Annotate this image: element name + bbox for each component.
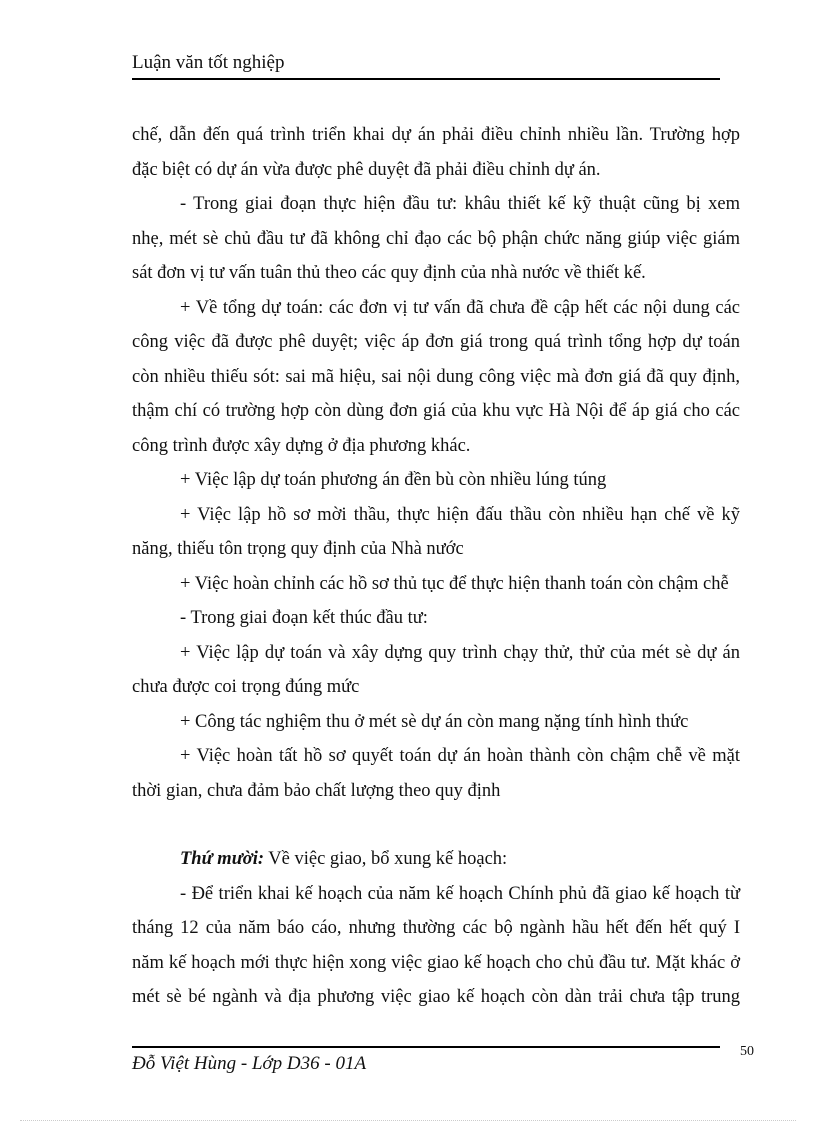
text-line: + Việc lập hồ sơ mời thầu, thực hiện đấu thầu còn nhiều hạn chế về kỹ <box>180 504 740 525</box>
text-line: + Về tổng dự toán: các đơn vị tư vấn đã chưa đề cập hết các nội dung các <box>180 297 740 318</box>
section-heading-rest: Về việc giao, bổ xung kế hoạch: <box>264 849 508 869</box>
page-footer <box>132 1046 720 1074</box>
text-line: chế, dẫn đến quá trình triển khai dự án phải điều chỉnh nhiều lần. Trường hợp <box>132 125 740 145</box>
footer-author: Đỗ Việt Hùng - Lớp D36 - 01A <box>132 1053 367 1074</box>
text-line: + Việc lập dự toán phương án đền bù còn nhiều lúng túng <box>180 470 607 490</box>
text-line: đặc biệt có dự án vừa được phê duyệt đã phải điều chỉnh dự án. <box>132 159 601 180</box>
text-line: chưa được coi trọng đúng mức <box>132 677 360 697</box>
page-number: 50 <box>740 1044 754 1059</box>
text-line: - Trong giai đoạn kết thúc đầu tư: <box>180 608 428 628</box>
text-line: + Việc hoàn chỉnh các hồ sơ thủ tục để thực hiện thanh toán còn chậm chễ <box>180 573 729 594</box>
text-line: năng, thiếu tôn trọng quy định của Nhà nước <box>132 539 464 559</box>
text-line: công trình được xây dựng ở địa phương khác. <box>132 435 471 456</box>
text-line: thời gian, chưa đảm bảo chất lượng theo quy định <box>132 780 501 801</box>
text-line: còn nhiều thiếu sót: sai mã hiệu, sai nội dung công việc mà đơn giá đã quy định, <box>132 366 740 387</box>
text-line: - Trong giai đoạn thực hiện đầu tư: khâu thiết kế kỹ thuật cũng bị xem <box>180 194 740 214</box>
text-line: tháng 12 của năm báo cáo, nhưng thường các bộ ngành hầu hết đến hết quý I <box>132 918 740 938</box>
body-text <box>132 118 740 1015</box>
text-line: mét sè bé ngành và địa phương việc giao kế hoạch còn dàn trải chưa tập trung <box>132 987 740 1007</box>
text-line: thậm chí có trường hợp còn dùng đơn giá của khu vực Hà Nội để áp giá cho các <box>132 401 740 421</box>
section-heading: Thứ mười: <box>180 849 264 869</box>
header-title: Luận văn tốt nghiệp <box>132 52 285 73</box>
paragraph-spacer <box>132 808 740 842</box>
text-line: - Để triển khai kế hoạch của năm kế hoạch Chính phủ đã giao kế hoạch từ <box>180 883 740 904</box>
text-line: công việc đã được phê duyệt; việc áp đơn giá trong quá trình tổng hợp dự toán <box>132 332 740 352</box>
text-line: sát đơn vị tư vấn tuân thủ theo các quy định của nhà nước về thiết kế. <box>132 263 646 283</box>
text-line: + Việc hoàn tất hồ sơ quyết toán dự án hoàn thành còn chậm chễ về mặt <box>180 746 740 766</box>
text-line: năm kế hoạch mới thực hiện xong việc giao kế hoạch cho chủ đầu tư. Mặt khác ở <box>132 952 740 973</box>
page-bottom-divider <box>20 1120 796 1121</box>
page-header <box>132 50 720 80</box>
text-line: + Công tác nghiệm thu ở mét sè dự án còn mang nặng tính hình thức <box>180 711 689 732</box>
text-line: + Việc lập dự toán và xây dựng quy trình chạy thử, thử của mét sè dự án <box>180 642 740 663</box>
section-heading-line <box>132 842 740 877</box>
text-line: nhẹ, mét sè chủ đầu tư đã không chỉ đạo các bộ phận chức năng giúp việc giám <box>132 228 740 249</box>
